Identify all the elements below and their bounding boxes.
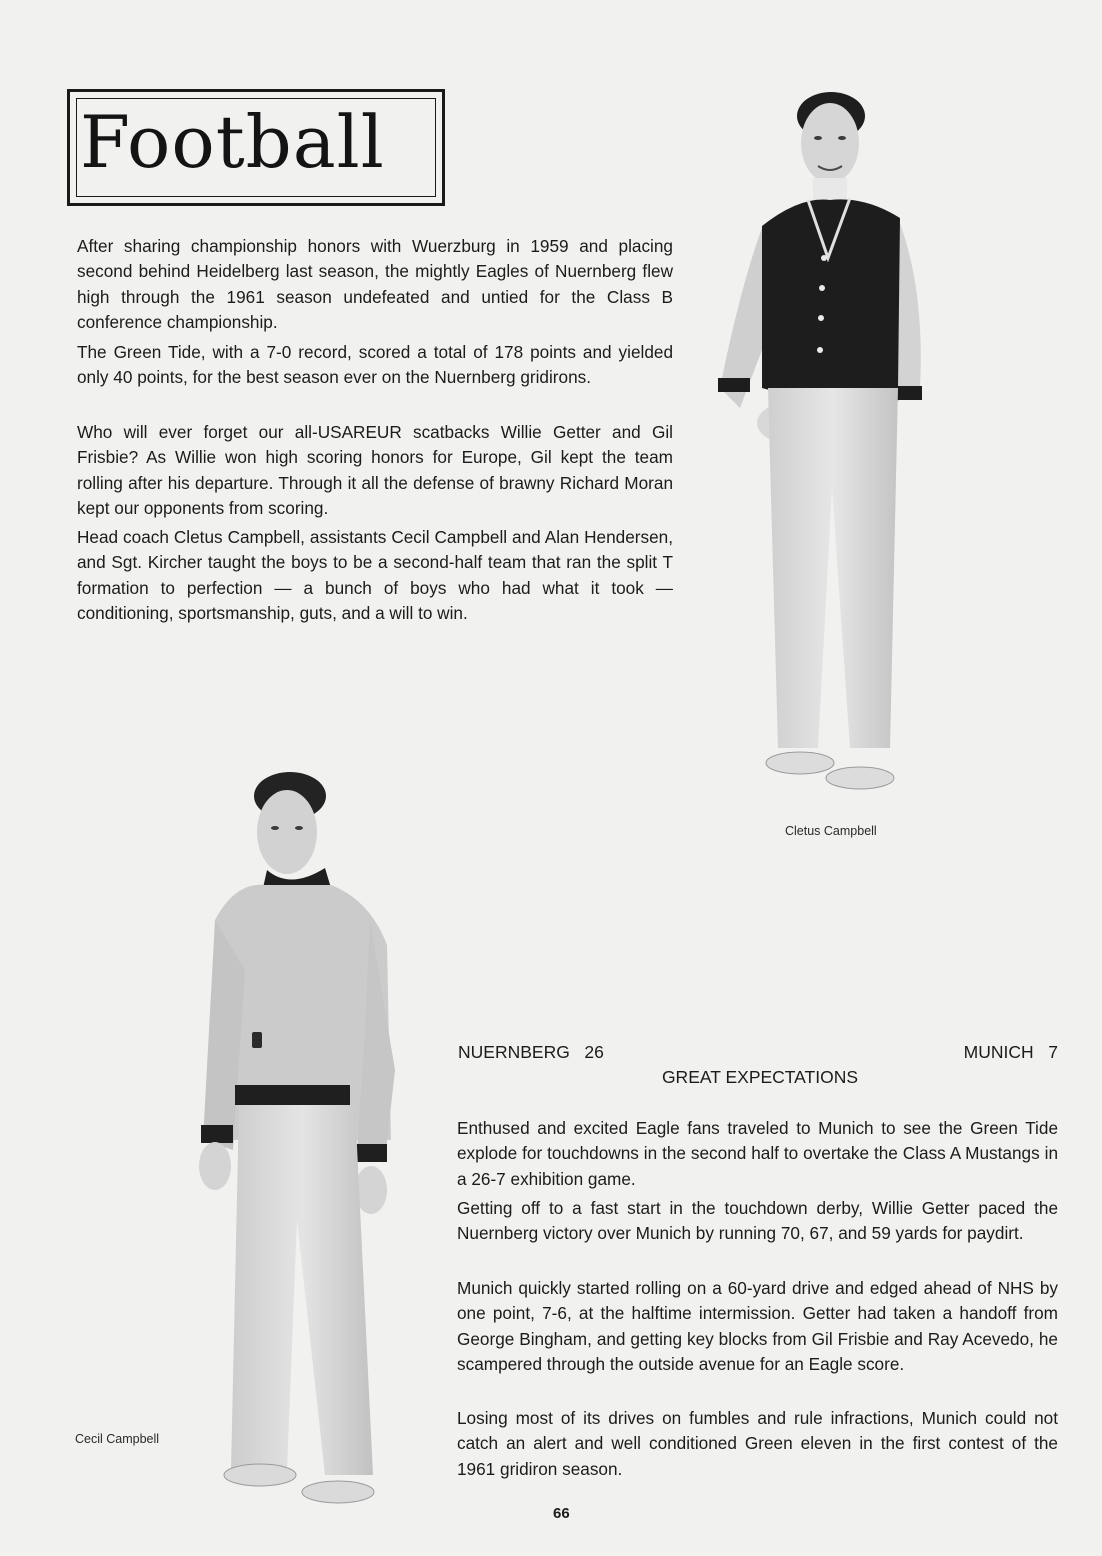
photo-cletus-campbell	[700, 88, 940, 813]
game-paragraph-1: Enthused and excited Eagle fans traveled to Munich to see the Green Tide explode for touchdowns in the second half to overtake the Class A Mustangs in a 26-7 exhibition game.	[457, 1118, 1058, 1189]
photo-cecil-campbell	[195, 770, 410, 1520]
score-away-value: 7	[1048, 1042, 1058, 1062]
team-home: NUERNBERG	[458, 1042, 570, 1062]
intro-paragraph-1: After sharing championship honors with Wuerzburg in 1959 and placing second behind Heidelberg last season, the mightly Eagles of Nuernberg flew high through the 1961 season undefeated and untied for the Class B conference championship.	[77, 236, 673, 332]
team-away: MUNICH	[963, 1042, 1034, 1062]
score-home	[458, 1042, 604, 1063]
game-paragraph-3: Munich quickly started rolling on a 60-yard drive and edged ahead of NHS by one point, 7-6, at the halftime intermission. Getter had taken a handoff from George Bingham, and getting key blocks from Gil Frisbie and Ray Acevedo, he scampered through the outside avenue for an Eagle score.	[457, 1278, 1058, 1374]
score-away	[964, 1042, 1058, 1063]
page-number: 66	[553, 1505, 570, 1522]
game-paragraph-2: Getting off to a fast start in the touchdown derby, Willie Getter paced the Nuernberg victory over Munich by running 70, 67, and 59 yards for paydirt.	[457, 1198, 1058, 1244]
page-title: Football	[80, 100, 385, 184]
intro-paragraph-4: Head coach Cletus Campbell, assistants Cecil Campbell and Alan Hendersen, and Sgt. Kircher taught the boys to be a second-half team that ran the split T formation to perfection — a bunch of boys who had what it took — conditioning, sportsmanship, guts, and a will to win.	[77, 527, 673, 623]
score-home-value: 26	[584, 1042, 604, 1062]
game-paragraph-4: Losing most of its drives on fumbles and rule infractions, Munich could not catch an alert and well conditioned Green eleven in the first contest of the 1961 gridiron season.	[457, 1408, 1058, 1479]
caption-cletus-campbell: Cletus Campbell	[785, 824, 877, 838]
game-headline: GREAT EXPECTATIONS	[661, 1067, 859, 1087]
caption-cecil-campbell: Cecil Campbell	[75, 1432, 160, 1446]
intro-paragraph-2: The Green Tide, with a 7-0 record, scored a total of 178 points and yielded only 40 points, for the best season ever on the Nuernberg gridirons.	[77, 342, 673, 388]
intro-paragraph-3: Who will ever forget our all-USAREUR scatbacks Willie Getter and Gil Frisbie? As Willie won high scoring honors for Europe, Gil kept the team rolling after his departure. Through it all the defense of brawny Richard Moran kept our opponents from scoring.	[77, 422, 673, 518]
